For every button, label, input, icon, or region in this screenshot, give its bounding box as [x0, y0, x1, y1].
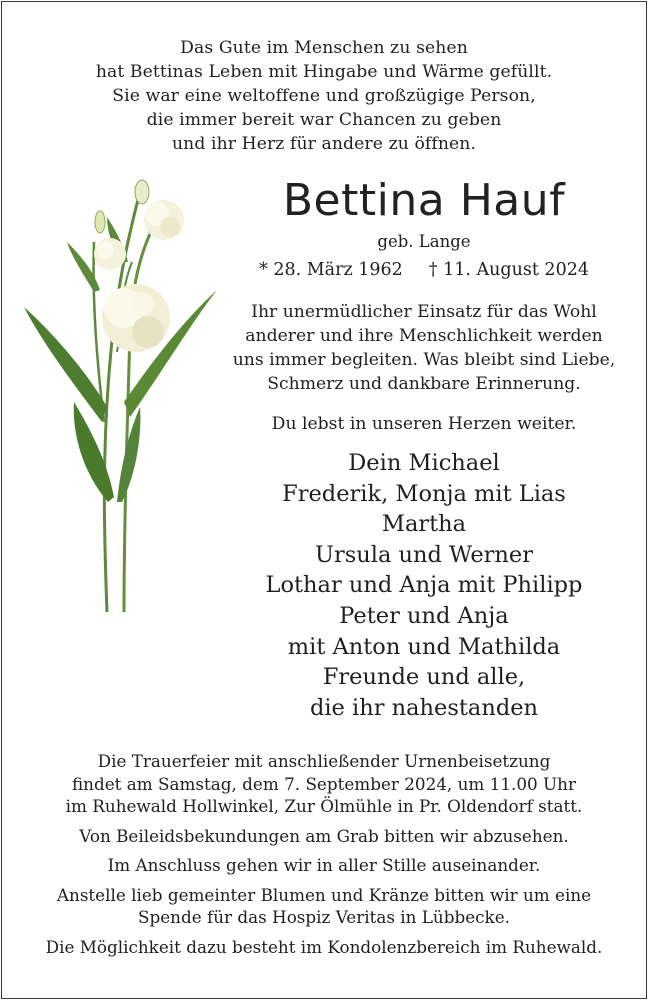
birth-date: * 28. März 1962	[259, 260, 403, 280]
intro-verse	[2, 36, 646, 156]
intro-line: und ihr Herz für andere zu öffnen.	[171, 134, 477, 154]
deceased-name: Bettina Hauf	[282, 175, 566, 226]
death-date: † 11. August 2024	[428, 260, 589, 280]
obituary-notice	[1, 1, 647, 999]
intro-line: Das Gute im Menschen zu sehen	[180, 38, 468, 58]
afterwards-note: Im Anschluss gehen wir in aller Stille auseinander.	[107, 855, 541, 875]
tribute-text	[202, 300, 646, 396]
condolence-note: Von Beileidsbekundungen am Grab bitten wir abzusehen.	[79, 825, 569, 846]
mourner: Peter und Anja	[339, 602, 509, 629]
lisianthus-flower-image	[12, 172, 222, 622]
mourners-list	[202, 448, 646, 723]
funeral-info	[2, 750, 646, 965]
tribute-line: uns immer begleiten. Was bleibt sind Liebe,	[232, 350, 616, 370]
birth-name: geb. Lange	[377, 232, 471, 251]
ceremony-line: Die Trauerfeier mit anschließender Urnenbeisetzung	[97, 751, 551, 771]
mourner: mit Anton und Mathilda	[287, 633, 561, 660]
mourner: Dein Michael	[348, 450, 500, 476]
mourner: die ihr nahestanden	[309, 694, 539, 721]
intro-line: Sie war eine weltoffene und großzügige Person,	[112, 86, 536, 106]
donation-line: Spende für das Hospiz Veritas in Lübbecke.	[138, 907, 510, 927]
motto: Du lebst in unseren Herzen weiter.	[271, 414, 577, 434]
intro-line: die immer bereit war Chancen zu geben	[146, 110, 502, 130]
tribute-line: Schmerz und dankbare Erinnerung.	[267, 374, 581, 394]
ceremony-details	[2, 750, 646, 818]
mourner: Ursula und Werner	[315, 541, 533, 568]
tribute-line: anderer und ihre Menschlichkeit werden	[245, 326, 603, 346]
closing-note: Die Möglichkeit dazu besteht im Kondolenzbereich im Ruhewald.	[45, 936, 603, 957]
mourner: Martha	[381, 511, 467, 538]
mourner: Freunde und alle,	[322, 664, 526, 691]
ceremony-line: im Ruhewald Hollwinkel, Zur Ölmühle in Pr. Oldendorf statt.	[65, 796, 583, 816]
life-dates	[202, 258, 646, 282]
donation-request	[2, 884, 646, 929]
tribute-line: Ihr unermüdlicher Einsatz für das Wohl	[251, 302, 597, 322]
mourner: Lothar und Anja mit Philipp	[265, 572, 583, 599]
ceremony-line: findet am Samstag, dem 7. September 2024, um 11.00 Uhr	[71, 773, 577, 794]
mourner: Frederik, Monja mit Lias	[282, 480, 566, 507]
intro-line: hat Bettinas Leben mit Hingabe und Wärme gefüllt.	[95, 62, 553, 82]
donation-line: Anstelle lieb gemeinter Blumen und Kränze bitten wir um eine	[56, 884, 592, 905]
